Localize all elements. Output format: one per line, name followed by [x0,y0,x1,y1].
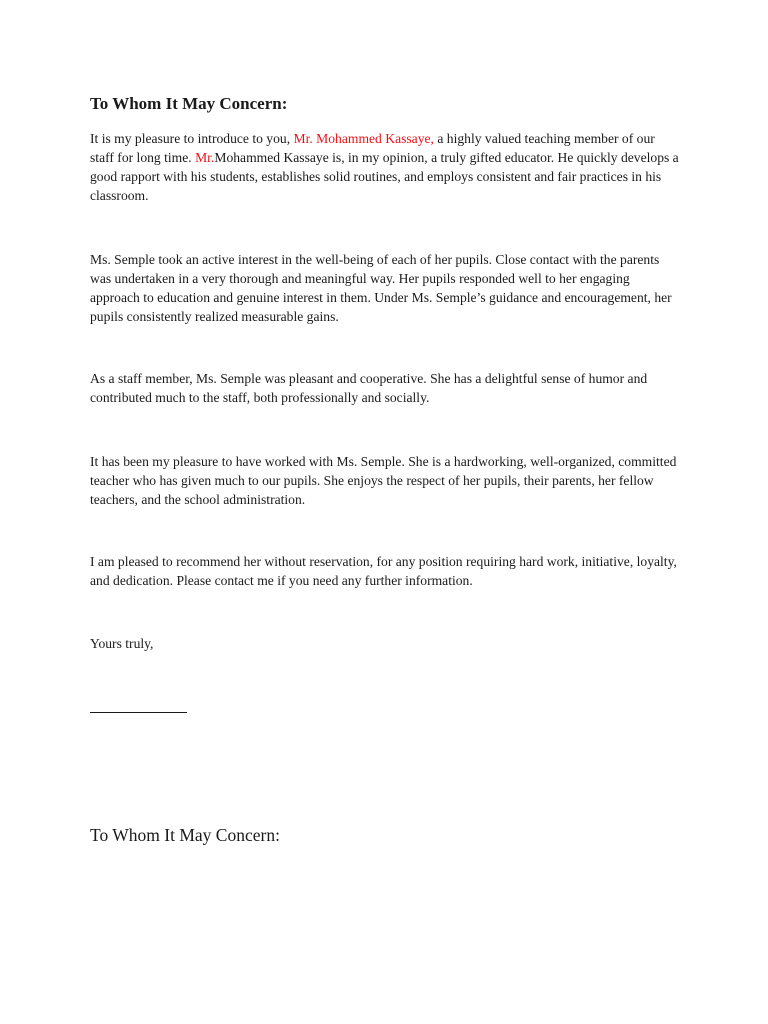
signature-line [90,712,187,713]
highlighted-name: Mr. Mohammed Kassaye, [293,131,434,146]
intro-text-2: a highly valued teaching member of our staff for long time. [90,131,655,165]
intro-text-3: Mohammed Kassaye is, in my opinion, a truly gifted educator. He quickly develops a good rapport with his students, establishes solid routines, and employs consistent and fair practices in his classroom. [90,150,679,203]
intro-text-1: It is my pleasure to introduce to you, [90,131,294,146]
paragraph-recommendation: I am pleased to recommend her without reservation, for any position requiring hard work, initiative, loyalty, and dedication. Please contact me if you need any further information. [90,554,677,588]
closing-salutation: Yours truly, [90,636,154,651]
second-heading: To Whom It May Concern: [90,825,280,845]
paragraph-staff-member: As a staff member, Ms. Semple was pleasant and cooperative. She has a delightful sense of humor and contributed much to the staff, both professionally and socially. [90,371,648,405]
letter-heading: To Whom It May Concern: [90,94,288,113]
paragraph-pupil-interest: Ms. Semple took an active interest in the well-being of each of her pupils. Close contact with the parents was undertaken in a very thorough and meaningful way. Her pupils responded well to her engaging approach to education and genuine interest in them. Under Ms. Semple’s guidance and encouragement, her pupils consistently realized measurable gains. [90,252,672,324]
paragraph-introduction [90,129,680,205]
highlighted-title: Mr. [195,150,215,165]
paragraph-pleasure: It has been my pleasure to have worked with Ms. Semple. She is a hardworking, well-organized, committed teacher who has given much to our pupils. She enjoys the respect of her pupils, their parents, her fellow teachers, and the school administration. [90,454,677,507]
